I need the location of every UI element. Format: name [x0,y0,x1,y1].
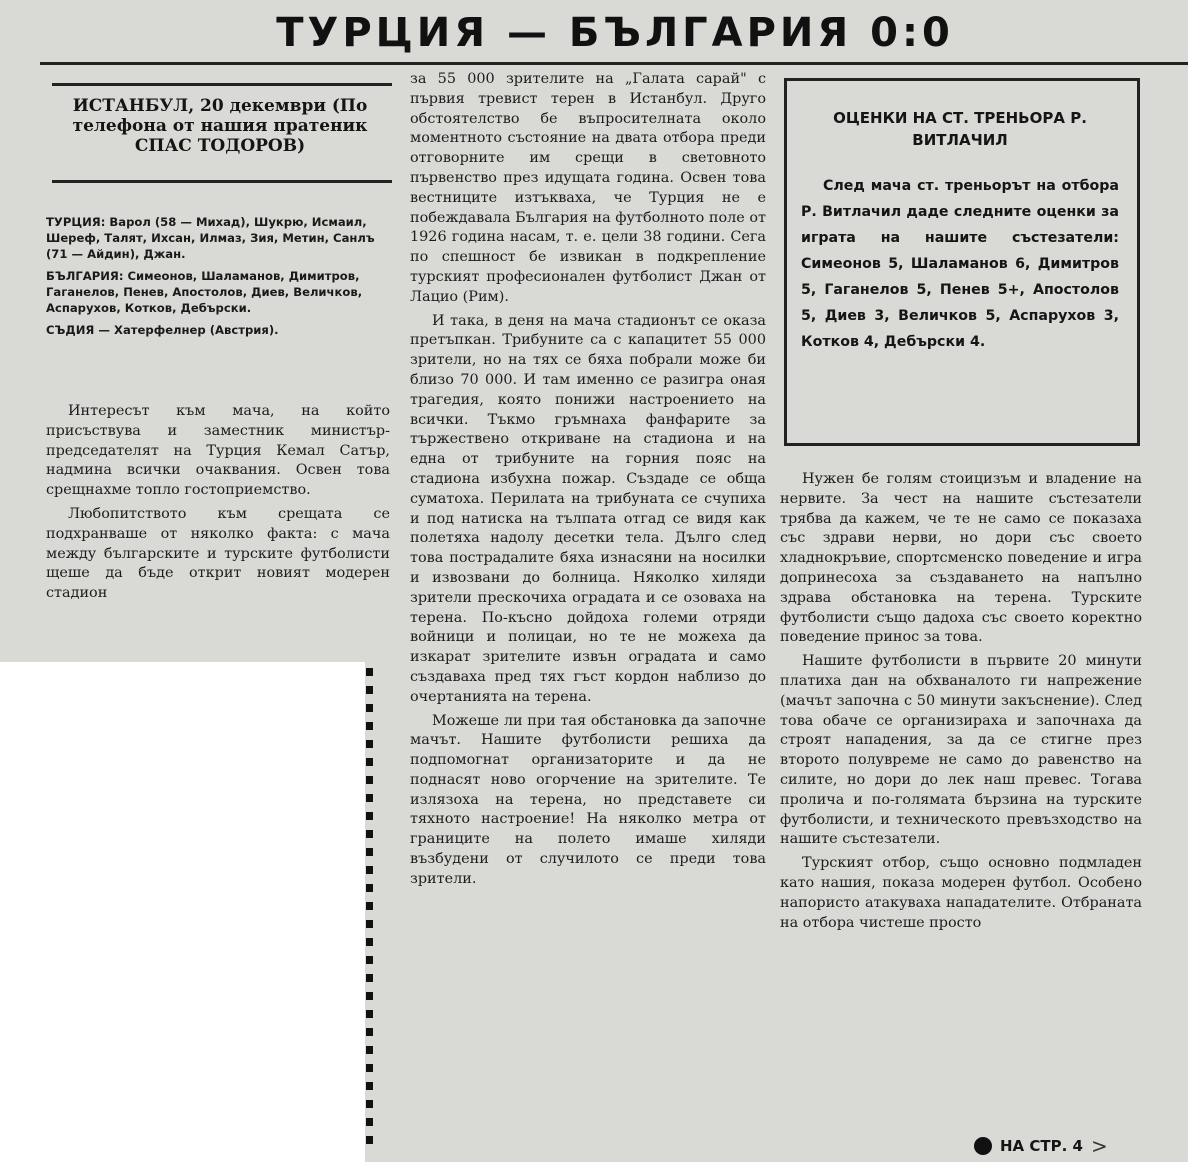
divider-dash [366,740,373,748]
divider-dash [366,1064,373,1072]
chevron-right-icon: > [1090,1134,1108,1158]
divider-dash [366,920,373,928]
divider-dash [366,1046,373,1054]
bullet-icon [974,1137,992,1155]
dateline-rule-top [52,83,392,86]
lineup-bulgaria [46,268,394,316]
divider-dash [366,884,373,892]
paragraph: Турският отбор, също основно подмладен като нашия, показа модерен футбол. Особено напористо атакуваха нападателите. Отбраната на отбора чистеше просто [780,855,1142,931]
article-column-3 [780,470,1142,937]
page-margin-bottom [365,1162,1200,1169]
divider-dash [366,974,373,982]
dateline-rule-bottom [52,180,392,183]
lineup-referee-name: Хатерфелнер (Австрия). [114,323,279,337]
divider-dash [366,722,373,730]
divider-dash [366,902,373,910]
paragraph: Любопитството към срещата се подхранваше от няколко факта: с мача между българските и турските футболисти щеше да бъде открит новият модерен стадион [46,505,390,602]
divider-dash [366,668,373,676]
headline: ТУРЦИЯ — БЪЛГАРИЯ 0:0 [276,10,954,56]
lineup-bulgaria-label: БЪЛГАРИЯ: [46,269,124,283]
divider-dash [366,1136,373,1144]
headline-rule [40,62,1188,65]
divider-dash [366,938,373,946]
coach-ratings-title: ОЦЕНКИ НА СТ. ТРЕНЬОРА Р. ВИТЛАЧИЛ [833,109,1087,149]
lineups [46,214,394,344]
divider-dash [366,1118,373,1126]
article-column-1 [46,402,390,608]
lineup-turkey-players: Варол (58 — Михад), Шукрю, Исмаил, Шереф, Талят, Ихсан, Илмаз, Зия, Метин, Санлъ (71 — Айдин), Джан. [46,215,375,261]
divider-dash [366,686,373,694]
divider-dash [366,812,373,820]
divider-dash [366,866,373,874]
paragraph: за 55 000 зрителите на „Галата сарай" с първия тревист терен в Истанбул. Друго обстоятелство бе въпросителната около моментното състояние на двата отбора преди отговорните им срещи в световното първенство през идущата година. Освен това вестниците изтъкваха, че Турция не е побеждавала България на футболното поле от 1926 година насам, т. е. цели 38 години. Сега по спешност бе извикан в подкрепление турският професионален футболист Джан от Лацио (Рим). [410,71,767,305]
divider-dash [366,1100,373,1108]
divider-dash [366,992,373,1000]
paragraph: И така, в деня на мача стадионът се оказа претъпкан. Трибуните са с капацитет 55 000 зрители, но на тях се бяха побрали може би близо 70 000. И там именно се разигра оная трагедия, която понижи настроението на всички. Тъкмо гръмнаха фанфарите за тържествено откриване на стадиона и на една от трибуните на горния пояс на стадиона избухна пожар. Създаде се обща суматоха. Перилата на трибуната се счупиха и под натиска на тълпата отгад се видя как полетяха надолу десетки тела. Дълго след това пострадалите бяха изнасяни на носилки и извозвани до болница. Няколко хиляди зрители прескочиха оградата и се озоваха на терена. По-късно дойдоха големи отряди войници и полицаи, но те не можеха да изкарат зрителите извън оградата и само създаваха пред тях гъст кордон наблизо до очертанията на терена. [410,312,766,705]
divider-dash [366,956,373,964]
lineup-turkey [46,214,394,262]
lineup-bulgaria-players: Симеонов, Шаламанов, Димитров, Гаганелов, Пенев, Апостолов, Диев, Величков, Аспарухов, Котков, Дебърски. [46,269,363,315]
divider-dash [366,1082,373,1090]
divider-dash [366,794,373,802]
lineup-turkey-label: ТУРЦИЯ: [46,215,106,229]
article-column-2 [410,70,766,894]
paragraph: Интересът към мача, на който присъствува и заместник министър-председателят на Турция Кемал Сатър, надмина всички очаквания. Освен това срещнахме топло гостоприемство. [46,403,390,499]
divider-dash [366,776,373,784]
paragraph: Нужен бе голям стоицизъм и владение на нервите. За чест на нашите състезатели трябва да кажем, че те не само се показаха със здрави нерви, но дори със своето хладнокръвие, спортсменско поведение и игра допринесоха за създаването на напълно здрава обстановка на терена. Турските футболисти също дадоха със своето коректно поведение принос за това. [780,471,1142,646]
divider-dash [366,1010,373,1018]
paragraph: Можеше ли при тая обстановка да започне мачът. Нашите футболисти решиха да подпомогнат организаторите и да не поднасят ново огорчение на зрителите. Те излязоха на терена, но представете си тяхното настроение! На няколко метра от границите на полето имаше хиляди възбудени от случилото се преди това зрители. [410,712,766,887]
page-margin-right [1188,0,1200,1169]
coach-ratings-body: След мача ст. треньорът на отбора Р. Витлачил даде следните оценки за играта на нашите състезатели: Симеонов 5, Шаламанов 6, Димитров 5, Гаганелов 5, Пенев 5+, Апостолов 5, Диев 3, Величков 5, Аспарухов 3, Котков 4, Дебърски 4. [801,178,1119,350]
divider-dash [366,758,373,766]
divider-dash [366,1028,373,1036]
lineup-referee [46,322,394,338]
divider-dash [366,830,373,838]
coach-ratings-box [784,78,1140,446]
lineup-referee-label: СЪДИЯ — [46,323,110,337]
continued-label: НА СТР. 4 [1000,1137,1083,1155]
divider-dash [366,848,373,856]
divider-dash [366,704,373,712]
column-divider [366,668,374,1158]
paragraph: Нашите футболисти в първите 20 минути платиха дан на обхваналото ги напрежение (мачът започна с 50 минути закъснение). След това обаче се организираха и започнаха да строят нападения, за да се стигне през второто полувреме не само до равенство на силите, но дори до лек наш превес. Тогава пролича и по-голямата бързина на турските футболисти, и техническото превъзходство на нашите състезатели. [780,653,1142,848]
blank-area [0,662,365,1169]
continued-on-page [974,1134,1154,1158]
dateline: ИСТАНБУЛ, 20 декември (По телефона от нашия пратеник СПАС ТОДОРОВ) [72,96,368,156]
